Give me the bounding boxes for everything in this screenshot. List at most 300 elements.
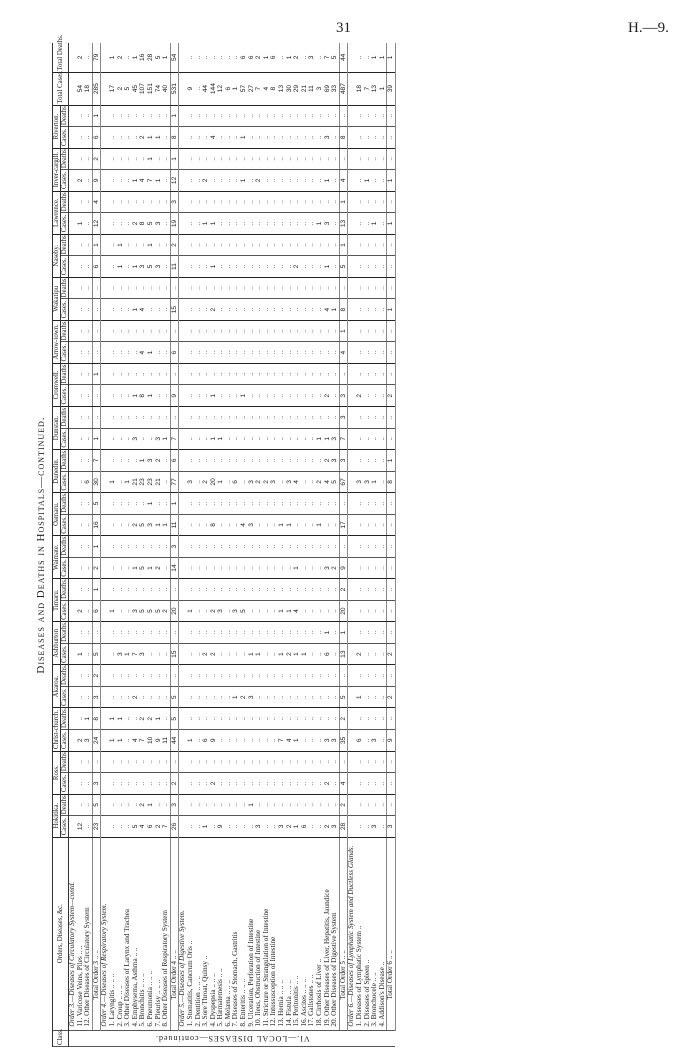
deaths-cell: 1 — [324, 622, 332, 644]
table-row — [356, 43, 364, 1047]
deaths-cell: .. — [308, 234, 316, 256]
deaths-cell — [69, 234, 77, 256]
cases-cell: 16 — [92, 514, 101, 536]
row-label: Order 6.—Diseases of Lymphatic System and Ductless Glands. — [348, 837, 356, 1030]
deaths-cell: .. — [225, 320, 233, 342]
cases-cell: 20 — [170, 600, 179, 622]
cases-cell: 1 — [217, 471, 225, 493]
cases-cell: 2 — [210, 643, 218, 665]
cases-cell: 2 — [387, 385, 396, 407]
cases-cell: .. — [379, 127, 387, 149]
deaths-cell: .. — [240, 622, 248, 644]
cases-cell: .. — [270, 428, 278, 450]
cases-cell — [69, 299, 77, 321]
deaths-cell: .. — [240, 665, 248, 687]
deaths-cell: .. — [202, 450, 210, 472]
cases-cell: .. — [255, 557, 263, 579]
deaths-cell: .. — [263, 363, 271, 385]
total-cases-cell: 285 — [92, 72, 101, 105]
cases-cell: .. — [331, 213, 339, 235]
deaths-cell: .. — [232, 794, 240, 816]
deaths-cell — [179, 148, 187, 170]
deaths-subheader: Deaths. — [61, 793, 68, 815]
deaths-cell: .. — [92, 751, 101, 773]
deaths-cell: .. — [147, 622, 155, 644]
total-deaths-cell: 1 — [109, 43, 117, 72]
cases-cell — [69, 600, 77, 622]
cases-cell: 67 — [339, 471, 348, 493]
total-deaths-cell — [348, 43, 356, 72]
total-deaths-cell: 44 — [339, 43, 348, 72]
total-deaths-cell — [69, 43, 77, 72]
row-label: 11. Varicose Veins, Piles .. .. — [77, 837, 85, 1030]
deaths-cell: .. — [379, 191, 387, 213]
cases-cell: 4 — [339, 342, 348, 364]
total-cases-cell: 12 — [217, 72, 225, 105]
cases-cell: 1 — [147, 342, 155, 364]
cases-cell: 11 — [170, 514, 179, 536]
deaths-cell: .. — [364, 450, 372, 472]
cases-cell: .. — [255, 514, 263, 536]
deaths-cell: .. — [371, 277, 379, 299]
cases-cell: .. — [364, 816, 372, 838]
deaths-cell: .. — [232, 407, 240, 429]
deaths-subheader: Deaths. — [61, 405, 68, 427]
deaths-cell: .. — [316, 363, 324, 385]
deaths-cell: .. — [371, 363, 379, 385]
cases-cell: 3 — [147, 514, 155, 536]
cases-cell: .. — [379, 256, 387, 278]
deaths-cell: .. — [371, 148, 379, 170]
cases-cell: 3 — [92, 773, 101, 795]
deaths-cell: 2 — [339, 708, 348, 730]
deaths-cell: .. — [139, 536, 147, 558]
deaths-cell: .. — [293, 794, 301, 816]
deaths-cell: .. — [187, 363, 195, 385]
cases-cell: .. — [379, 342, 387, 364]
row-label: 2. Croup .. .. .. — [117, 837, 125, 1030]
deaths-cell: .. — [270, 579, 278, 601]
cases-cell: .. — [155, 342, 163, 364]
deaths-cell: 2 — [339, 579, 348, 601]
deaths-cell: .. — [139, 751, 147, 773]
deaths-cell: .. — [132, 234, 140, 256]
deaths-cell: .. — [187, 622, 195, 644]
cases-cell: .. — [356, 256, 364, 278]
deaths-cell: .. — [210, 105, 218, 127]
deaths-cell: .. — [232, 665, 240, 687]
table-row — [84, 43, 92, 1047]
cases-cell: 1 — [316, 514, 324, 536]
cases-cell: .. — [240, 471, 248, 493]
cases-cell: 1 — [210, 428, 218, 450]
total-deaths-cell: 5 — [331, 43, 339, 72]
deaths-cell: .. — [240, 277, 248, 299]
order-heading-row — [179, 43, 187, 1047]
deaths-cell: .. — [387, 363, 396, 385]
cases-cell: .. — [308, 471, 316, 493]
deaths-cell: .. — [109, 622, 117, 644]
total-cases-cell: 4 — [263, 72, 271, 105]
cases-cell: .. — [286, 385, 294, 407]
cases-cell: .. — [331, 514, 339, 536]
deaths-cell: .. — [248, 622, 256, 644]
row-label: Order 3.—Diseases of Circulatory System—contd. — [69, 837, 77, 1030]
cases-cell: .. — [195, 686, 203, 708]
deaths-cell — [348, 105, 356, 127]
deaths-cell: .. — [316, 579, 324, 601]
row-label: 4. Dyspepsia .. .. .. — [210, 837, 218, 1030]
deaths-cell: .. — [124, 579, 132, 601]
deaths-cell — [69, 794, 77, 816]
cases-cell: .. — [270, 385, 278, 407]
deaths-cell — [179, 105, 187, 127]
deaths-cell: .. — [364, 665, 372, 687]
cases-cell: .. — [270, 514, 278, 536]
deaths-cell: 2 — [147, 708, 155, 730]
cases-cell: .. — [270, 730, 278, 752]
deaths-cell: .. — [278, 708, 286, 730]
total-cases-cell: 6 — [225, 72, 233, 105]
cases-cell: .. — [195, 471, 203, 493]
cases-cell: .. — [240, 428, 248, 450]
deaths-cell: .. — [84, 148, 92, 170]
cases-cell: 3 — [248, 686, 256, 708]
cases-cell: .. — [364, 256, 372, 278]
deaths-cell: .. — [117, 794, 125, 816]
rotated-table-stage — [35, 34, 680, 1047]
deaths-cell: .. — [202, 277, 210, 299]
total-cases-cell: 39 — [387, 72, 396, 105]
row-label: 7. Pleurisy .. .. .. — [155, 837, 163, 1030]
cases-cell: .. — [364, 299, 372, 321]
deaths-cell: .. — [270, 708, 278, 730]
deaths-cell: .. — [331, 708, 339, 730]
cases-cell: .. — [248, 127, 256, 149]
total-cases-cell: 13 — [278, 72, 286, 105]
cases-cell: .. — [248, 557, 256, 579]
deaths-cell: .. — [387, 794, 396, 816]
cases-cell: .. — [155, 686, 163, 708]
cases-cell: .. — [286, 557, 294, 579]
cases-cell — [179, 256, 187, 278]
cases-cell: .. — [187, 514, 195, 536]
cases-cell: .. — [248, 170, 256, 192]
deaths-cell: 3 — [147, 450, 155, 472]
deaths-cell: .. — [170, 665, 179, 687]
deaths-cell: .. — [92, 320, 101, 342]
deaths-cell: .. — [364, 407, 372, 429]
cases-cell: .. — [263, 773, 271, 795]
deaths-cell: .. — [124, 536, 132, 558]
deaths-cell: .. — [240, 407, 248, 429]
cases-cell: 1 — [217, 428, 225, 450]
cases-cell: 1 — [147, 557, 155, 579]
cases-cell: .. — [147, 299, 155, 321]
deaths-cell: .. — [117, 622, 125, 644]
cases-cell: .. — [232, 385, 240, 407]
deaths-cell: .. — [77, 794, 85, 816]
cases-cell: 2 — [77, 600, 85, 622]
cases-cell: 23 — [92, 816, 101, 838]
cases-cell — [348, 643, 356, 665]
deaths-cell: .. — [286, 493, 294, 515]
deaths-cell: .. — [364, 363, 372, 385]
cases-cell — [101, 514, 109, 536]
deaths-cell: 2 — [139, 708, 147, 730]
cases-cell: 1 — [132, 170, 140, 192]
cases-cell: .. — [278, 256, 286, 278]
cases-cell: .. — [84, 816, 92, 838]
deaths-cell: .. — [379, 363, 387, 385]
deaths-cell — [179, 708, 187, 730]
cases-cell: 5 — [139, 557, 147, 579]
deaths-cell: .. — [255, 234, 263, 256]
cases-cell: .. — [371, 773, 379, 795]
cases-cell: .. — [195, 428, 203, 450]
deaths-cell: .. — [371, 708, 379, 730]
cases-cell: .. — [387, 428, 396, 450]
cases-cell: .. — [278, 773, 286, 795]
deaths-cell — [69, 493, 77, 515]
deaths-cell: .. — [387, 148, 396, 170]
cases-cell: .. — [132, 773, 140, 795]
class-header: Class. — [53, 1030, 69, 1046]
cases-cell: .. — [270, 299, 278, 321]
deaths-cell: 8 — [92, 708, 101, 730]
cases-cell: .. — [255, 127, 263, 149]
deaths-cell: 6 — [170, 450, 179, 472]
row-label: 16. Ascites .. .. .. — [301, 837, 309, 1030]
cases-cell: .. — [240, 773, 248, 795]
total-cases-cell: 7 — [364, 72, 372, 105]
row-label: 11. Stricture or Strangulation of Intestine — [263, 837, 271, 1030]
total-deaths-cell: 2 — [293, 43, 301, 72]
deaths-cell: .. — [240, 105, 248, 127]
cases-cell: 3 — [248, 514, 256, 536]
deaths-cell: 5 — [92, 794, 101, 816]
cases-cell: .. — [217, 385, 225, 407]
cases-cell: .. — [147, 643, 155, 665]
cases-cell: .. — [202, 557, 210, 579]
deaths-cell: .. — [301, 708, 309, 730]
cases-cell: .. — [195, 256, 203, 278]
cases-cell — [348, 600, 356, 622]
deaths-cell: .. — [255, 622, 263, 644]
cases-cell: .. — [293, 213, 301, 235]
deaths-cell — [179, 665, 187, 687]
deaths-cell: .. — [109, 191, 117, 213]
deaths-cell: .. — [379, 407, 387, 429]
cases-cell: 3 — [132, 428, 140, 450]
cases-cell: 1 — [293, 643, 301, 665]
cases-cell — [179, 600, 187, 622]
deaths-cell: .. — [195, 320, 203, 342]
deaths-cell: 1 — [147, 493, 155, 515]
cases-cell: .. — [202, 600, 210, 622]
deaths-cell: .. — [210, 191, 218, 213]
deaths-cell: .. — [77, 105, 85, 127]
hospital-header: Dunedin. — [53, 450, 61, 493]
row-label: 9. Ulceration, Perforation of Intestine — [248, 837, 256, 1030]
cases-cell: 3 — [331, 816, 339, 838]
deaths-cell: .. — [316, 105, 324, 127]
deaths-cell: .. — [77, 536, 85, 558]
deaths-cell: .. — [278, 320, 286, 342]
deaths-cell: .. — [331, 751, 339, 773]
cases-cell: .. — [263, 730, 271, 752]
cases-cell — [179, 428, 187, 450]
cases-cell: .. — [324, 600, 332, 622]
deaths-cell: .. — [248, 234, 256, 256]
cases-cell: .. — [84, 686, 92, 708]
deaths-cell: .. — [371, 320, 379, 342]
cases-cell: 1 — [324, 428, 332, 450]
deaths-cell: 1 — [92, 363, 101, 385]
cases-cell — [69, 643, 77, 665]
deaths-cell: .. — [109, 794, 117, 816]
cases-cell: .. — [301, 127, 309, 149]
deaths-cell: .. — [324, 407, 332, 429]
deaths-cell — [101, 708, 109, 730]
cases-cell: .. — [308, 514, 316, 536]
deaths-cell: .. — [84, 363, 92, 385]
total-cases-cell: 18 — [84, 72, 92, 105]
cases-cell: 2 — [255, 170, 263, 192]
cases-cell: .. — [379, 514, 387, 536]
cases-cell: .. — [316, 342, 324, 364]
cases-cell: .. — [278, 471, 286, 493]
cases-cell — [348, 170, 356, 192]
cases-cell: .. — [162, 170, 170, 192]
deaths-cell: .. — [240, 536, 248, 558]
deaths-cell: .. — [170, 751, 179, 773]
cases-cell: .. — [117, 773, 125, 795]
cases-cell: .. — [217, 170, 225, 192]
deaths-subheader: Deaths. — [61, 707, 68, 729]
deaths-cell — [179, 320, 187, 342]
cases-cell: 2 — [132, 514, 140, 536]
deaths-cell: .. — [387, 751, 396, 773]
cases-cell: .. — [301, 514, 309, 536]
cases-cell — [101, 213, 109, 235]
cases-cell: .. — [187, 127, 195, 149]
cases-subheader: Cases. — [61, 731, 68, 750]
cases-cell — [69, 170, 77, 192]
cases-cell: .. — [331, 342, 339, 364]
deaths-cell — [348, 579, 356, 601]
total-cases-cell: 107 — [139, 72, 147, 105]
cases-cell: .. — [225, 428, 233, 450]
cases-cell: 4 — [139, 816, 147, 838]
cases-cell: .. — [356, 299, 364, 321]
cases-cell: .. — [308, 557, 316, 579]
cases-cell: .. — [387, 127, 396, 149]
deaths-cell: .. — [155, 622, 163, 644]
cases-cell: .. — [308, 256, 316, 278]
deaths-cell: .. — [255, 450, 263, 472]
cases-cell: .. — [124, 256, 132, 278]
cases-cell: .. — [195, 816, 203, 838]
deaths-cell: .. — [210, 234, 218, 256]
cases-cell: .. — [84, 643, 92, 665]
deaths-cell: .. — [132, 708, 140, 730]
deaths-cell — [69, 320, 77, 342]
deaths-cell: .. — [109, 320, 117, 342]
cases-cell: .. — [225, 342, 233, 364]
cases-cell: 6 — [202, 730, 210, 752]
deaths-cell: .. — [139, 191, 147, 213]
cases-cell: 5 — [92, 643, 101, 665]
deaths-cell: .. — [293, 105, 301, 127]
deaths-cell: .. — [225, 407, 233, 429]
deaths-cell: .. — [371, 407, 379, 429]
cases-cell: .. — [117, 385, 125, 407]
deaths-cell: .. — [162, 148, 170, 170]
cases-cell: .. — [240, 256, 248, 278]
deaths-cell: .. — [278, 794, 286, 816]
cases-cell: .. — [84, 428, 92, 450]
deaths-subheader: Deaths. — [61, 492, 68, 513]
cases-cell: 1 — [109, 471, 117, 493]
deaths-cell: .. — [225, 493, 233, 515]
deaths-cell: .. — [155, 363, 163, 385]
deaths-cell: .. — [364, 536, 372, 558]
cases-cell: .. — [379, 428, 387, 450]
deaths-cell: .. — [270, 363, 278, 385]
deaths-cell: .. — [339, 105, 348, 127]
deaths-cell — [69, 407, 77, 429]
deaths-cell: 1 — [147, 794, 155, 816]
deaths-cell: .. — [195, 148, 203, 170]
deaths-cell: 2 — [324, 450, 332, 472]
deaths-subheader: Deaths. — [61, 147, 68, 169]
cases-cell: 5 — [139, 514, 147, 536]
hospital-header: Cromwell. — [53, 363, 61, 406]
cases-cell: 3 — [270, 471, 278, 493]
cases-cell: .. — [263, 170, 271, 192]
deaths-cell: .. — [195, 191, 203, 213]
cases-cell: .. — [109, 686, 117, 708]
deaths-cell: 1 — [139, 450, 147, 472]
deaths-cell: .. — [379, 234, 387, 256]
cases-cell: 1 — [240, 170, 248, 192]
cases-cell: .. — [364, 385, 372, 407]
cases-cell: 9 — [210, 730, 218, 752]
cases-cell: 2 — [324, 773, 332, 795]
deaths-cell: .. — [278, 234, 286, 256]
deaths-cell: .. — [308, 148, 316, 170]
deaths-cell: .. — [301, 665, 309, 687]
deaths-cell: .. — [117, 363, 125, 385]
cases-cell — [101, 256, 109, 278]
cases-cell: .. — [117, 471, 125, 493]
cases-cell: .. — [331, 127, 339, 149]
deaths-cell — [179, 363, 187, 385]
deaths-cell: .. — [232, 234, 240, 256]
cases-cell: 21 — [132, 471, 140, 493]
table-title: Diseases and Deaths in Hospitals—continued. — [35, 416, 47, 674]
deaths-cell: .. — [240, 234, 248, 256]
hospital-header: Wakatipu — [53, 277, 61, 320]
cases-cell: .. — [286, 170, 294, 192]
hospital-header: Christ-church. — [53, 710, 60, 750]
deaths-cell: .. — [263, 234, 271, 256]
cases-cell: 2 — [155, 557, 163, 579]
cases-cell: 2 — [356, 643, 364, 665]
deaths-cell: .. — [187, 450, 195, 472]
cases-cell: .. — [308, 342, 316, 364]
